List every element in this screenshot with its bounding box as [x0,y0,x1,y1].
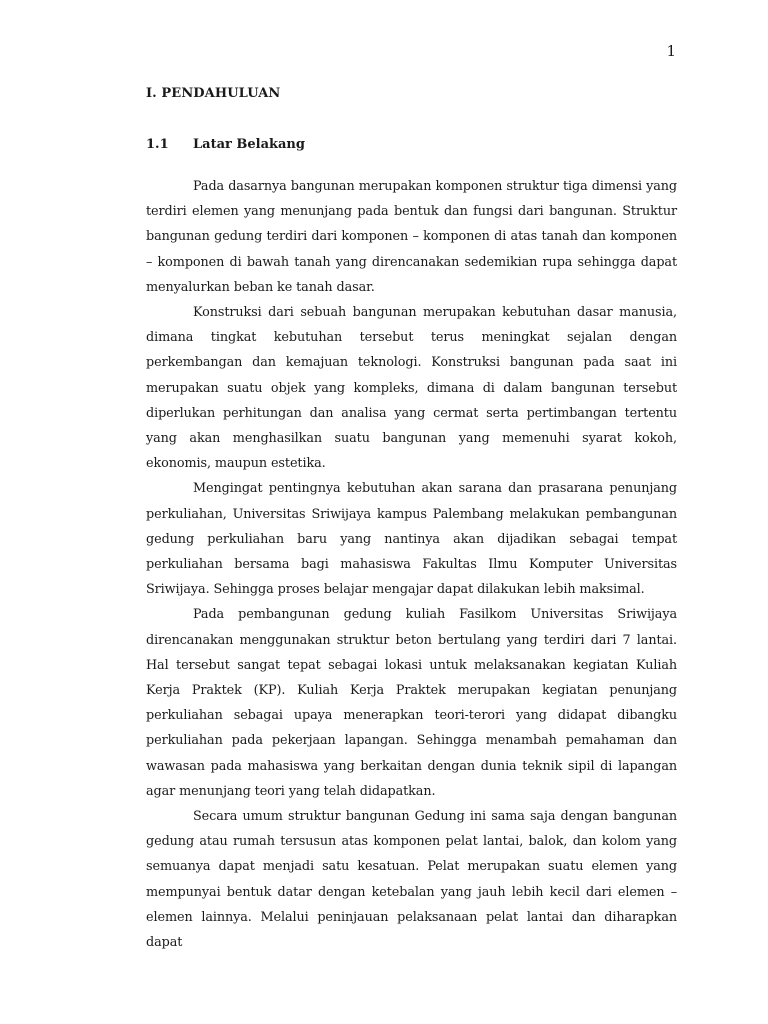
paragraph: Secara umum struktur bangunan Gedung ini sama saja dengan bangunan gedung atau rumah tersusun atas komponen pelat lantai, balok, dan kolom yang semuanya dapat menjadi satu kesatuan. Pelat merupakan suatu elemen yang mempunyai bentuk datar dengan ketebalan yang jauh lebih kecil dari elemen – elemen lainnya. Melalui peninjauan pelaksanaan pelat lantai dan diharapkan dapat [146,809,677,951]
paragraph: Pada dasarnya bangunan merupakan komponen struktur tiga dimensi yang terdiri elemen yang menunjang pada bentuk dan fungsi dari bangunan. Struktur bangunan gedung terdiri dari komponen – komponen di atas tanah dan komponen – komponen di bawah tanah yang direncanakan sedemikian rupa sehingga dapat menyalurkan beban ke tanah dasar. [146,179,677,295]
section-title: Latar Belakang [193,137,305,152]
paragraph: Mengingat pentingnya kebutuhan akan sarana dan prasarana penunjang perkuliahan, Universitas Sriwijaya kampus Palembang melakukan pembangunan gedung perkuliahan baru yang nantinya akan dijadikan sebagai tempat perkuliahan bersama bagi mahasiswa Fakultas Ilmu Komputer Universitas Sriwijaya. Sehingga proses belajar mengajar dapat dilakukan lebih maksimal. [146,481,677,598]
section-heading [146,137,305,152]
section-number: 1.1 [146,137,169,152]
body-text [146,174,677,955]
paragraph: Konstruksi dari sebuah bangunan merupakan kebutuhan dasar manusia, dimana tingkat kebutuhan tersebut terus meningkat sejalan dengan perkembangan dan kemajuan teknologi. Konstruksi bangunan pada saat ini merupakan suatu objek yang kompleks, dimana di dalam bangunan tersebut diperlukan perhitungan dan analisa yang cermat serta pertimbangan tertentu yang akan menghasilkan suatu bangunan yang memenuhi syarat kokoh, ekonomis, maupun estetika. [146,305,677,472]
chapter-heading: I. PENDAHULUAN [146,86,281,101]
paragraph: Pada pembangunan gedung kuliah Fasilkom Universitas Sriwijaya direncanakan menggunakan struktur beton bertulang yang terdiri dari 7 lantai. Hal tersebut sangat tepat sebagai lokasi untuk melaksanakan kegiatan Kuliah Kerja Praktek (KP). Kuliah Kerja Praktek merupakan kegiatan penunjang perkuliahan sebagai upaya menerapkan teori-terori yang didapat dibangku perkuliahan pada pekerjaan lapangan. Sehingga menambah pemahaman dan wawasan pada mahasiswa yang berkaitan dengan dunia teknik sipil di lapangan agar menunjang teori yang telah didapatkan. [146,607,677,799]
page-number: 1 [666,42,676,60]
